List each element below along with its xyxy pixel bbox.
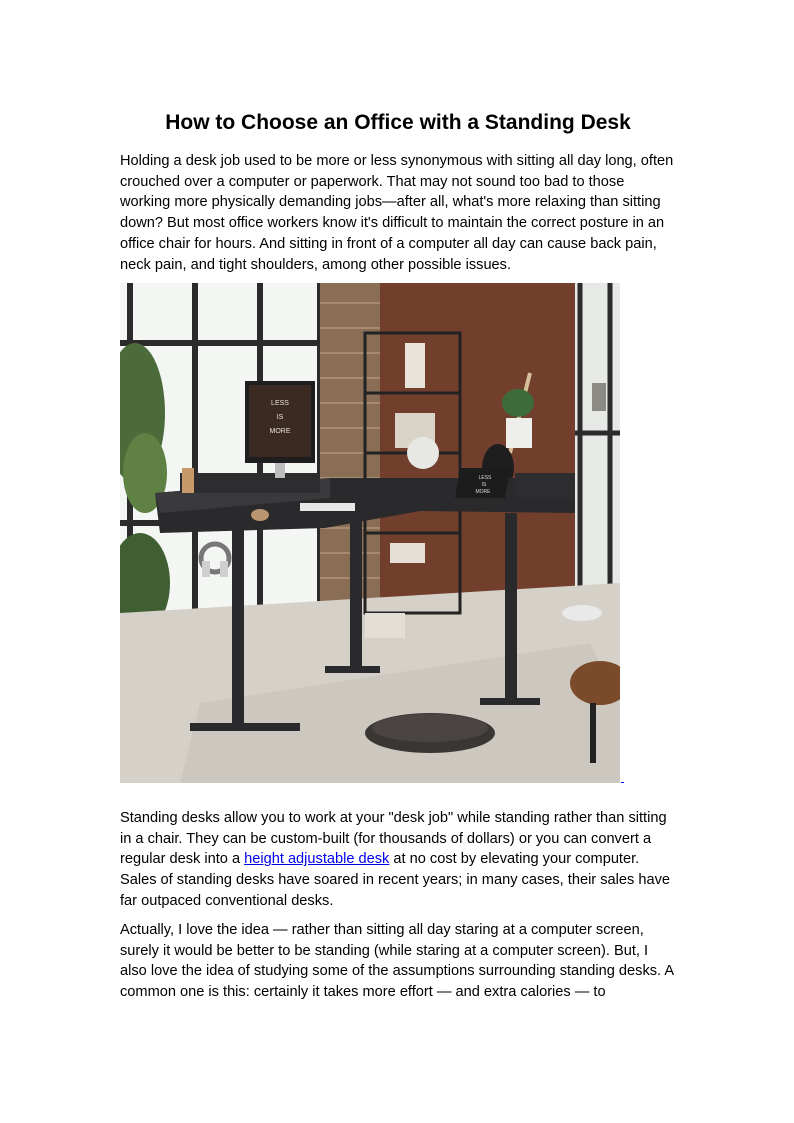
monitor-text-3: MORE xyxy=(269,428,291,435)
image-link-underline xyxy=(621,770,624,783)
assumptions-paragraph: Actually, I love the idea — rather than sitting all day staring at a computer screen, surely it would be better to be standing (while staring at a computer screen). But, I also love the idea of studying some of the assumptions surrounding standing desks. A common one is this: certainly it takes more effort — and extra calories — to xyxy=(120,922,674,1001)
paragraph2-after: at no cost by elevating your computer. Sales of standing desks have soared in recent years; in many cases, their sales have far outpaced conventional desks. xyxy=(120,851,670,909)
monitor-text-1: LESS xyxy=(271,400,289,407)
standing-desk-photo[interactable] xyxy=(120,283,620,783)
standing-desk-paragraph xyxy=(120,808,676,912)
paragraph2-before: Standing desks allow you to work at your "desk job" while standing rather than sitting in a chair. They can be custom-built (for thousands of dollars) or you can convert a regular desk into a xyxy=(120,810,667,868)
height-adjustable-desk-link[interactable]: height adjustable desk xyxy=(244,851,390,868)
laptop-text-3: MORE xyxy=(475,489,491,495)
page-title: How to Choose an Office with a Standing Desk xyxy=(165,111,631,134)
laptop-text-1: LESS xyxy=(478,475,492,481)
monitor-text-2: IS xyxy=(276,414,284,421)
intro-paragraph: Holding a desk job used to be more or less synonymous with sitting all day long, often crouched over a computer or paperwork. That may not sound too bad to those working more physically demanding jobs—after all, what's more relaxing than sitting down? But most office workers know it's difficult to maintain the correct posture in an office chair for hours. And sitting in front of a computer all day can cause back pain, neck pain, and tight shoulders, among other possible issues. xyxy=(120,153,674,273)
laptop-text-2: IS xyxy=(481,482,487,488)
